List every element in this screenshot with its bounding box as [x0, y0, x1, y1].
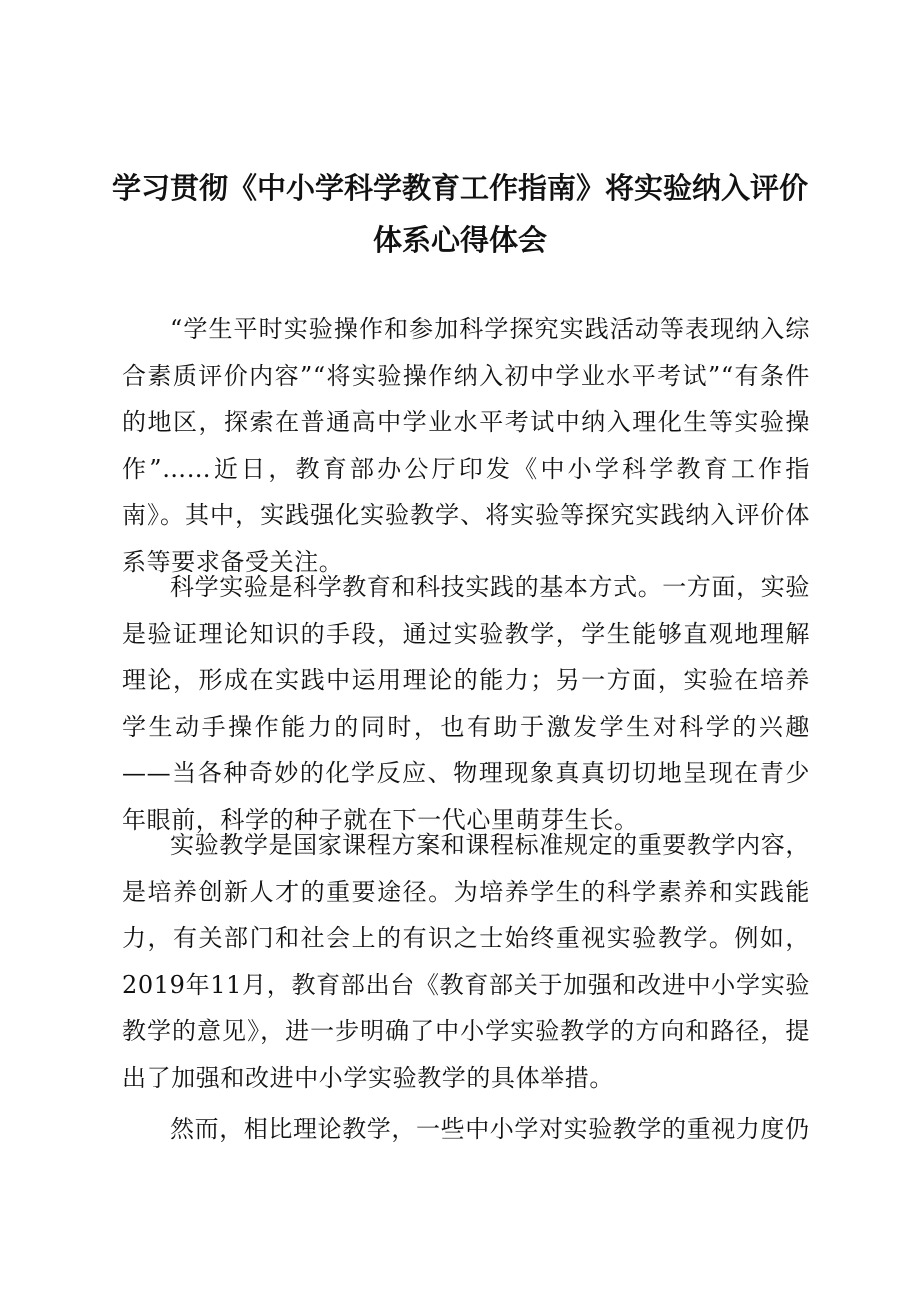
paragraph-2: 科学实验是科学教育和科技实践的基本方式。一方面，实验是验证理论知识的手段，通过实验教学，学生能够直观地理解理论，形成在实践中运用理论的能力；另一方面，实验在培养学生动手操作能力的同时，也有助于激发学生对科学的兴趣——当各种奇妙的化学反应、物理现象真真切切地呈现在青少年眼前，科学的种子就在下一代心里萌芽生长。	[122, 573, 810, 834]
paragraph-1: “学生平时实验操作和参加科学探究实践活动等表现纳入综合素质评价内容”“将实验操作纳入初中学业水平考试”“有条件的地区，探索在普通高中学业水平考试中纳入理化生等实验操作”……近日，教育部办公厅印发《中小学科学教育工作指南》。其中，实践强化实验教学、将实验等探究实践纳入评价体系等要求备受关注。	[122, 315, 810, 576]
document-title-line-1: 学习贯彻《中小学科学教育工作指南》将实验纳入评价	[111, 171, 808, 205]
document-title-line-2: 体系心得体会	[372, 223, 547, 257]
paragraph-3: 实验教学是国家课程方案和课程标准规定的重要教学内容，是培养创新人才的重要途径。为培养学生的科学素养和实践能力，有关部门和社会上的有识之士始终重视实验教学。例如，2019年11月，教育部出台《教育部关于加强和改进中小学实验教学的意见》，进一步明确了中小学实验教学的方向和路径，提出了加强和改进中小学实验教学的具体举措。	[122, 831, 810, 1092]
paragraph-4: 然而，相比理论教学，一些中小学对实验教学的重视力度仍	[170, 1115, 810, 1143]
